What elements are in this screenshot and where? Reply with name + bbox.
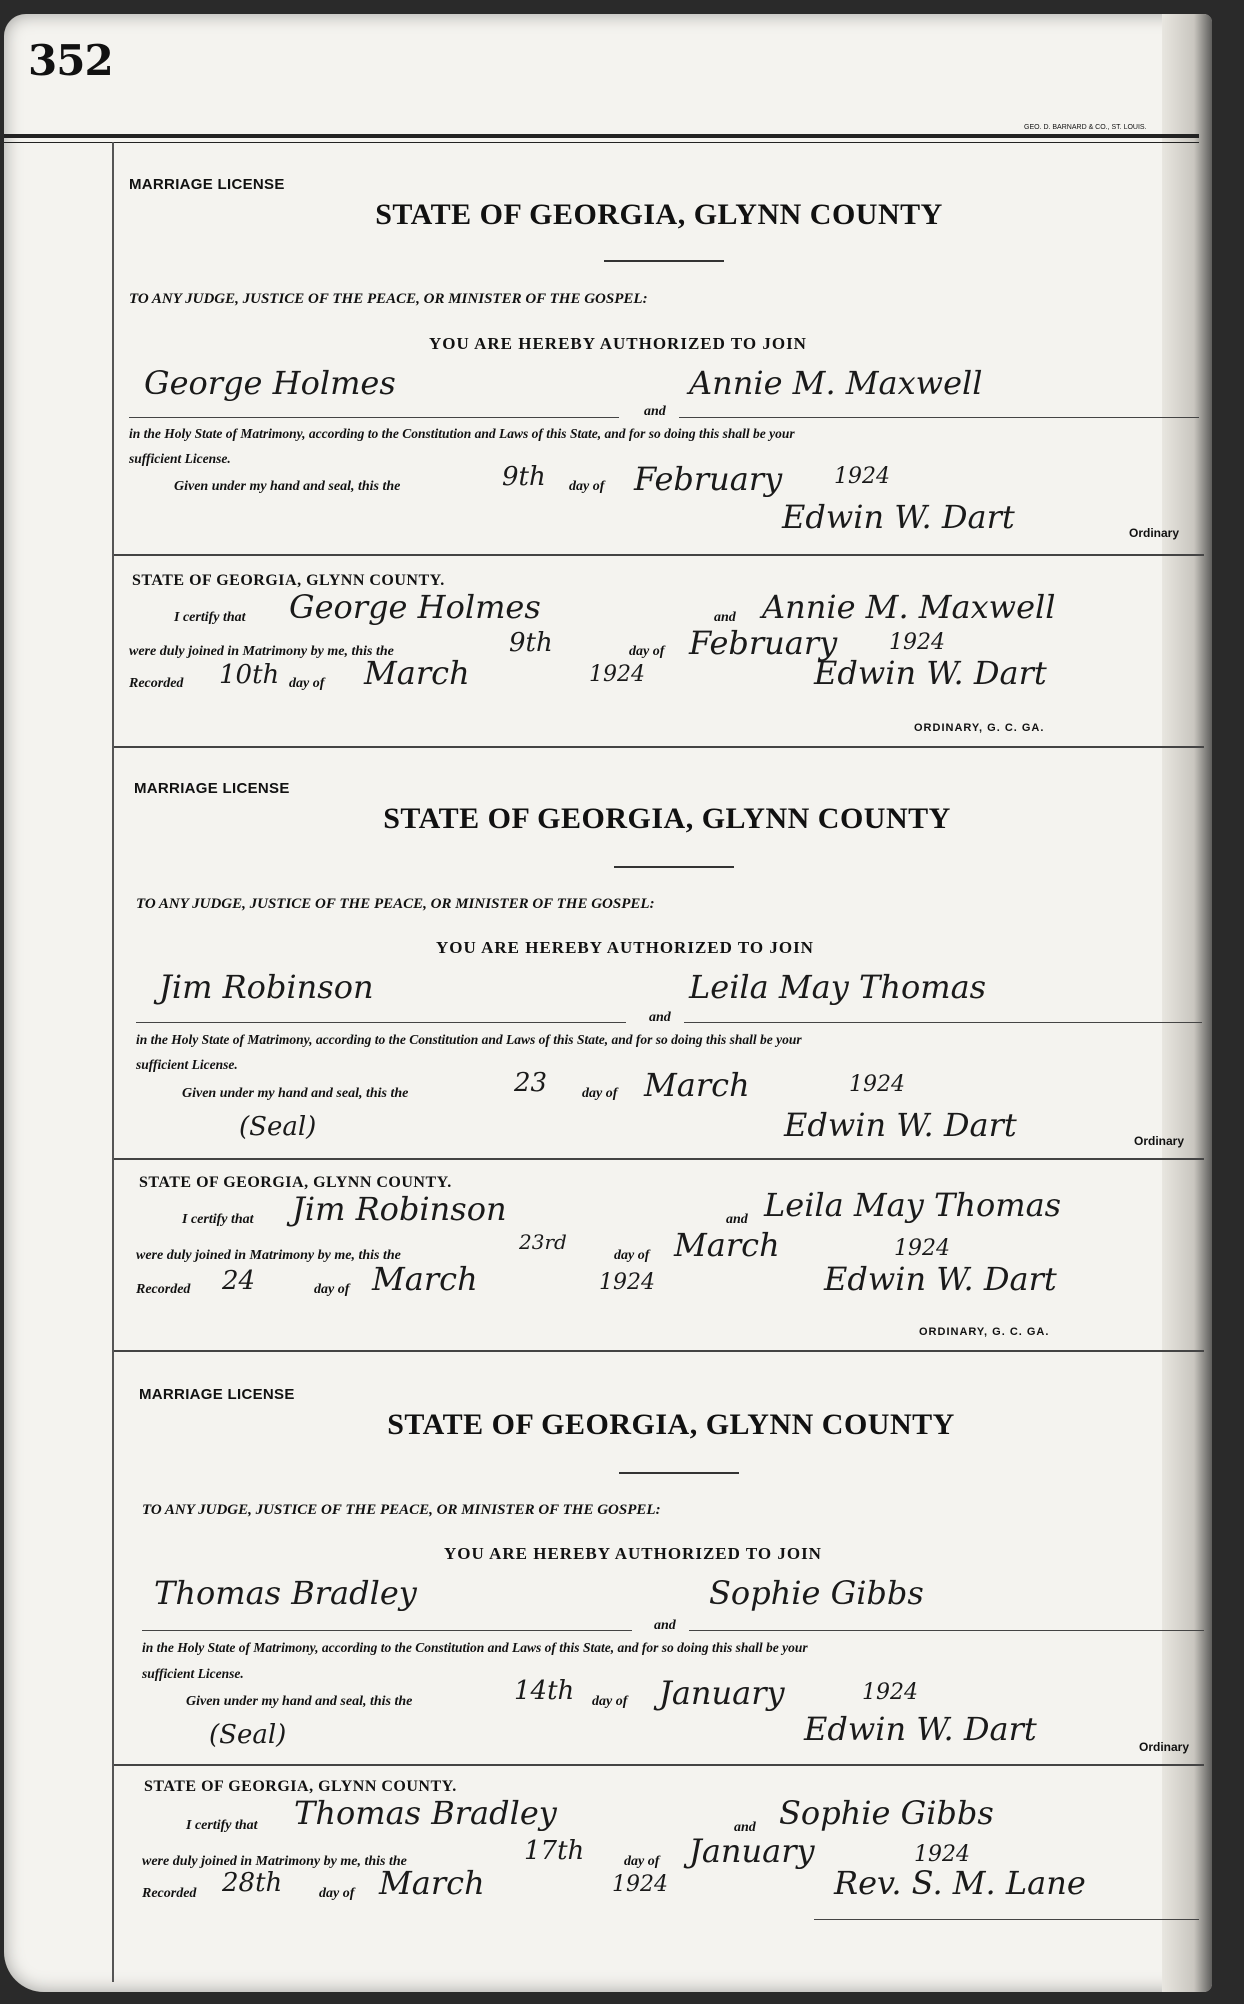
joined-text: were duly joined in Matrimony by me, this the [136, 1248, 401, 1263]
given-year: 1924 [849, 1072, 905, 1097]
authorized-to-join: YOU ARE HEREBY AUTHORIZED TO JOIN [444, 1544, 822, 1563]
recorded-day: 28th [222, 1868, 283, 1898]
state-title: STATE OF GEORGIA, GLYNN COUNTY [387, 1408, 955, 1441]
header-rule-thin [4, 142, 1199, 143]
groom-line [142, 1630, 632, 1631]
cert-groom-name: George Holmes [289, 588, 541, 626]
joined-day-of: day of [614, 1248, 650, 1263]
joined-year: 1924 [914, 1842, 970, 1867]
recorded-day-of: day of [314, 1282, 350, 1297]
recorded-year: 1924 [589, 662, 645, 687]
joined-day-of: day of [629, 644, 665, 659]
cert-bride-name: Leila May Thomas [764, 1186, 1062, 1224]
ordinary-stamp: ORDINARY, G. C. GA. [914, 722, 1045, 734]
bride-name: Sophie Gibbs [709, 1574, 924, 1612]
bride-line [684, 1022, 1202, 1023]
bride-line [679, 417, 1199, 418]
joined-year: 1924 [894, 1236, 950, 1261]
given-day: 23 [514, 1068, 548, 1098]
to-any-judge: TO ANY JUDGE, JUSTICE OF THE PEACE, OR MINISTER OF THE GOSPEL: [142, 1502, 661, 1518]
cert-and-text: and [726, 1212, 748, 1227]
ledger-page [4, 14, 1212, 1992]
record-divider [114, 746, 1204, 748]
given-month: February [634, 460, 783, 498]
page-number: 352 [28, 36, 113, 85]
recorded-year: 1924 [599, 1270, 655, 1295]
recorded-month: March [364, 654, 470, 692]
seal-mark: (Seal) [209, 1720, 287, 1750]
given-under-text: Given under my hand and seal, this the [186, 1694, 413, 1709]
cert-and-text: and [734, 1820, 756, 1835]
holy-state-text: in the Holy State of Matrimony, according to the Constitution and Laws of this State, and for so doing this shall be your [129, 426, 795, 441]
certificate-title: STATE OF GEORGIA, GLYNN COUNTY. [144, 1778, 457, 1795]
joined-day: 17th [524, 1836, 585, 1866]
recorded-year: 1924 [612, 1872, 668, 1897]
groom-name: Jim Robinson [159, 968, 374, 1006]
joined-day-of: day of [624, 1854, 660, 1869]
day-of-text: day of [592, 1694, 628, 1709]
sufficient-license: sufficient License. [142, 1666, 244, 1681]
officiant-signature: Edwin W. Dart [814, 654, 1047, 692]
ordinary-signature: Edwin W. Dart [804, 1710, 1037, 1748]
day-of-text: day of [582, 1086, 618, 1101]
groom-line [136, 1022, 626, 1023]
bride-line [689, 1630, 1204, 1631]
day-of-text: day of [569, 479, 605, 494]
and-text: and [649, 1010, 671, 1025]
title-rule [614, 866, 734, 868]
given-under-text: Given under my hand and seal, this the [182, 1086, 409, 1101]
cert-bride-name: Annie M. Maxwell [762, 588, 1056, 626]
cert-and-text: and [714, 610, 736, 625]
license-label: MARRIAGE LICENSE [139, 1386, 295, 1403]
certify-text: I certify that [186, 1818, 258, 1833]
joined-text: were duly joined in Matrimony by me, this the [129, 644, 394, 659]
state-title: STATE OF GEORGIA, GLYNN COUNTY [375, 198, 943, 231]
certify-text: I certify that [174, 610, 246, 625]
ordinary-signature: Edwin W. Dart [784, 1106, 1017, 1144]
sufficient-license: sufficient License. [129, 451, 231, 466]
to-any-judge: TO ANY JUDGE, JUSTICE OF THE PEACE, OR MINISTER OF THE GOSPEL: [136, 896, 655, 912]
marriage-record [114, 770, 1204, 1370]
joined-year: 1924 [889, 630, 945, 655]
ordinary-label: Ordinary [1129, 526, 1180, 540]
recorded-day-of: day of [289, 676, 325, 691]
section-divider [114, 1764, 1204, 1766]
seal-mark: (Seal) [239, 1112, 317, 1142]
authorized-to-join: YOU ARE HEREBY AUTHORIZED TO JOIN [436, 938, 814, 957]
state-title: STATE OF GEORGIA, GLYNN COUNTY [383, 802, 951, 835]
cert-bride-name: Sophie Gibbs [779, 1794, 994, 1832]
given-day: 14th [514, 1676, 575, 1706]
given-year: 1924 [834, 464, 890, 489]
officiant-signature: Rev. S. M. Lane [834, 1864, 1086, 1902]
joined-month: January [689, 1832, 815, 1870]
given-day: 9th [502, 462, 546, 492]
certify-text: I certify that [182, 1212, 254, 1227]
printer-imprint: GEO. D. BARNARD & CO., ST. LOUIS. [1024, 124, 1147, 131]
holy-state-text: in the Holy State of Matrimony, according to the Constitution and Laws of this State, and for so doing this shall be your [142, 1640, 808, 1655]
joined-day: 23rd [519, 1230, 567, 1254]
recorded-day: 10th [219, 660, 280, 690]
marriage-record [114, 1374, 1204, 1984]
section-divider [114, 554, 1204, 556]
groom-name: George Holmes [144, 364, 396, 402]
officiant-signature: Edwin W. Dart [824, 1260, 1057, 1298]
recorded-text: Recorded [136, 1282, 191, 1297]
and-text: and [644, 404, 666, 419]
license-label: MARRIAGE LICENSE [134, 780, 290, 797]
joined-day: 9th [509, 628, 553, 658]
sufficient-license: sufficient License. [136, 1057, 238, 1072]
given-under-text: Given under my hand and seal, this the [174, 479, 401, 494]
bride-name: Leila May Thomas [689, 968, 987, 1006]
title-rule [604, 260, 724, 262]
to-any-judge: TO ANY JUDGE, JUSTICE OF THE PEACE, OR MINISTER OF THE GOSPEL: [129, 291, 648, 307]
ordinary-label: Ordinary [1134, 1134, 1185, 1148]
joined-month: March [674, 1226, 780, 1264]
recorded-day-of: day of [319, 1886, 355, 1901]
bride-name: Annie M. Maxwell [689, 364, 983, 402]
recorded-day: 24 [222, 1266, 256, 1296]
section-divider [114, 1158, 1204, 1160]
holy-state-text: in the Holy State of Matrimony, according to the Constitution and Laws of this State, and for so doing this shall be your [136, 1032, 802, 1047]
and-text: and [654, 1618, 676, 1633]
given-year: 1924 [862, 1680, 918, 1705]
ordinary-stamp: ORDINARY, G. C. GA. [919, 1326, 1050, 1338]
ordinary-label: Ordinary [1139, 1740, 1190, 1754]
groom-line [129, 417, 619, 418]
cert-groom-name: Thomas Bradley [294, 1794, 557, 1832]
groom-name: Thomas Bradley [154, 1574, 417, 1612]
marriage-record [114, 164, 1204, 764]
given-month: March [644, 1066, 750, 1104]
license-label: MARRIAGE LICENSE [129, 176, 285, 193]
recorded-text: Recorded [142, 1886, 197, 1901]
recorded-month: March [372, 1260, 478, 1298]
record-divider [114, 1350, 1204, 1352]
recorded-text: Recorded [129, 676, 184, 691]
given-month: January [659, 1674, 785, 1712]
joined-text: were duly joined in Matrimony by me, this the [142, 1854, 407, 1869]
joined-month: February [689, 624, 838, 662]
certificate-title: STATE OF GEORGIA, GLYNN COUNTY. [132, 572, 445, 589]
authorized-to-join: YOU ARE HEREBY AUTHORIZED TO JOIN [429, 334, 807, 353]
cert-groom-name: Jim Robinson [292, 1190, 507, 1228]
officiant-line [814, 1919, 1199, 1920]
title-rule [619, 1472, 739, 1474]
certificate-title: STATE OF GEORGIA, GLYNN COUNTY. [139, 1174, 452, 1191]
ordinary-signature: Edwin W. Dart [782, 498, 1015, 536]
header-rule-thick [4, 134, 1199, 138]
recorded-month: March [379, 1864, 485, 1902]
